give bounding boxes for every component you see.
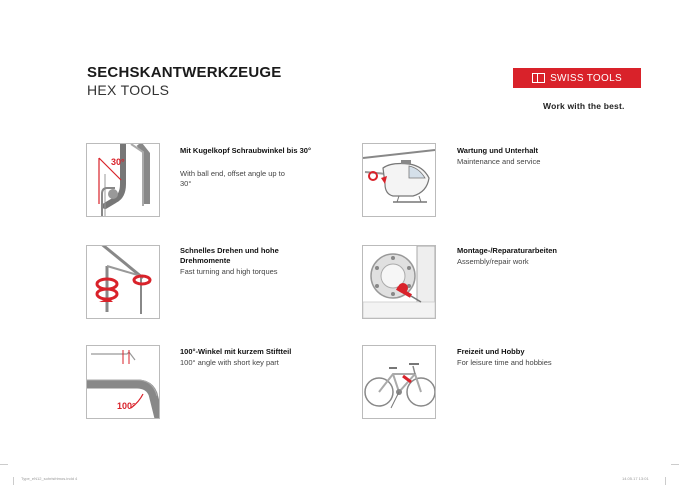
crop-mark <box>13 477 14 485</box>
feature-title: Montage-/Reparaturarbeiten <box>457 246 558 255</box>
crop-mark <box>671 464 679 465</box>
flange-assembly-icon <box>362 245 436 319</box>
page-subtitle: HEX TOOLS <box>87 82 170 98</box>
date-slug: 14.05.17 13:01 <box>622 476 649 481</box>
feature-subtitle: 100° angle with short key part <box>180 358 279 367</box>
helicopter-icon <box>362 143 436 217</box>
feature-title: Mit Kugelkopf Schraubwinkel bis 30° <box>180 146 311 155</box>
ball-end-hex-key-icon <box>86 143 160 217</box>
file-slug: Type_eN12_sohrisfrimos.indd 4 <box>21 476 78 481</box>
angle-label: 30° <box>111 157 125 167</box>
feature-subtitle: Maintenance and service <box>457 157 541 166</box>
crop-mark <box>665 477 666 485</box>
angle-label: 100° <box>117 401 136 411</box>
feature-subtitle: For leisure time and hobbies <box>457 358 552 367</box>
crop-mark <box>0 464 8 465</box>
pb-logo-icon <box>532 73 545 83</box>
brand-logo <box>513 68 641 88</box>
feature-title: Freizeit und Hobby <box>457 347 525 356</box>
feature-subtitle: With ball end, offset angle up to 30° <box>180 169 285 188</box>
feature-subtitle: Assembly/repair work <box>457 257 529 266</box>
page-title: SECHSKANTWERKZEUGE <box>87 64 282 81</box>
feature-title: Wartung und Unterhalt <box>457 146 538 155</box>
t-handle-rotation-icon <box>86 245 160 319</box>
feature-subtitle: Fast turning and high torques <box>180 267 278 276</box>
bicycle-icon <box>362 345 436 419</box>
brand-tagline: Work with the best. <box>543 101 625 111</box>
feature-title: Schnelles Drehen und hohe Drehmomente <box>180 246 279 265</box>
brand-name: SWISS TOOLS <box>550 72 622 84</box>
angle-key-icon <box>86 345 160 419</box>
feature-title: 100°-Winkel mit kurzem Stiftteil <box>180 347 292 356</box>
